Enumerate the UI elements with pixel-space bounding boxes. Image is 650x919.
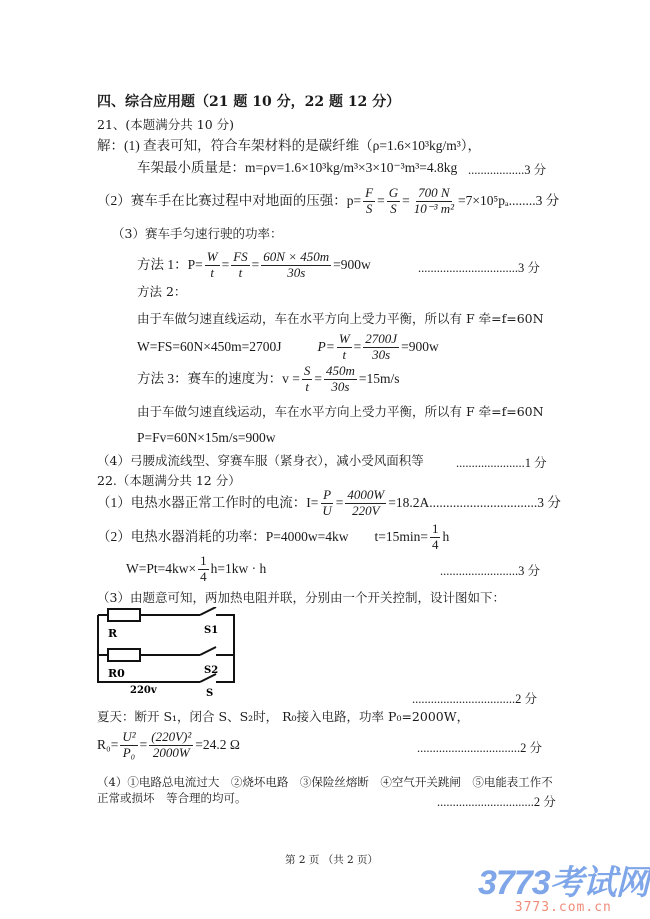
fraction (302, 364, 313, 395)
score: ........3 分 (508, 193, 560, 209)
text: （2）赛车手在比赛过程中对地面的压强：p= (97, 193, 362, 209)
q22-header: 22.（本题满分共 12 分） (97, 473, 241, 488)
resistor-r-label: R (108, 627, 118, 640)
method3: 方法 3：赛车的速度为：v = $\frac{S}{t}$ = $\frac{450m}{30s}$ =15m/s (137, 363, 400, 394)
fraction (337, 332, 352, 363)
numerator: P (323, 487, 332, 502)
switch-s1-label: S1 (204, 625, 219, 636)
q21-part3-header: （3）赛车手匀速行驶的功率： (112, 226, 283, 241)
denominator: P₀ (122, 744, 136, 760)
fraction (198, 554, 209, 585)
denominator: S (365, 200, 373, 216)
q22-part2 (97, 522, 449, 553)
text: （2）电热水器消耗的功率：P=4000w=4kw (97, 529, 349, 545)
fraction (261, 250, 331, 281)
denominator: t (342, 346, 347, 362)
resistor-r0-label: R0 (108, 667, 125, 680)
denominator: t (305, 378, 309, 394)
result: =900w (333, 257, 371, 273)
fraction (412, 186, 456, 217)
method2-line1: 由于车做匀速直线运动，车在水平方向上受力平衡，所以有 F 牵=f=60N (137, 311, 544, 326)
result: h=1kw · h (210, 561, 267, 577)
watermark-logo-text: 3773考试网 (478, 864, 649, 902)
denominator: U (322, 502, 332, 518)
equals: = (402, 193, 410, 209)
time: t=15min= (374, 529, 428, 545)
numerator: 700 N (418, 185, 450, 200)
denominator: 220V (352, 502, 380, 518)
method3-line2: 由于车做匀速直线运动，车在水平方向上受力平衡，所以有 F 牵=f=60N (137, 404, 544, 419)
q21-part2 (97, 186, 559, 217)
fraction (363, 186, 375, 217)
watermark-url: 3773.com.cn (514, 900, 612, 915)
fraction (120, 730, 137, 761)
score: ..................3 分 (468, 163, 547, 177)
work: W=FS=60N×450m=2700J (137, 339, 282, 355)
numerator: 60N × 450m (263, 249, 330, 264)
numerator: U² (122, 729, 136, 744)
denominator: S (390, 200, 397, 216)
watermark-logo (478, 855, 649, 915)
numerator: W (338, 331, 350, 346)
score: ...............................2 分 (437, 795, 556, 809)
text: P= (317, 339, 335, 355)
denominator: 10⁻³ m² (413, 200, 455, 216)
equals: = (377, 193, 385, 209)
text: 方法 1：P= (137, 257, 203, 273)
q22-part2-work (126, 554, 266, 585)
q22-part1: （1）电热水器正常工作时的电流：I= $\frac{P}{U}$ = $\frac{4000W}{220V}$ =18.2A ................................3 分 (97, 487, 561, 518)
result: =18.2A (388, 495, 430, 511)
q21-part1-line1: 解：(1) 查表可知，符合车架材料的是碳纤维（ρ=1.6×10³kg/m³）， (97, 138, 482, 153)
score: .................................2 分 (417, 741, 543, 755)
fraction (430, 522, 441, 553)
score: ................................3 分 (418, 261, 540, 275)
numerator: W (206, 249, 218, 264)
q22-part4-line1: （4）①电路总电流过大 ②烧坏电路 ③保险丝熔断 ④空气开关跳闸 ⑤电能表工作不 (97, 775, 553, 789)
summer-text: 夏天：断开 S₁，闭合 S、S₂时， R₀接入电路，功率 P₀=2000W， (97, 709, 470, 724)
fraction (345, 488, 386, 519)
denominator: t (238, 264, 243, 280)
denominator: 30s (331, 378, 350, 394)
page-footer: 第 2 页 （共 2 页） (285, 854, 379, 866)
switch-s2-label: S2 (204, 665, 219, 676)
fraction (231, 250, 249, 281)
method1: 方法 1：P= $\frac{W}{t}$ = $\frac{FS}{t}$ = $\frac{60N \times 450m}{30s}$ =900w (137, 249, 371, 280)
denominator: 30s (372, 346, 391, 362)
fraction (363, 332, 399, 363)
denominator: t (210, 264, 214, 280)
fraction (149, 730, 193, 761)
denominator: 30s (287, 264, 306, 280)
text: 方法 3：赛车的速度为：v = (137, 371, 300, 387)
score: .........................3 分 (440, 564, 541, 578)
numerator: 450m (326, 363, 355, 378)
fraction (324, 364, 357, 395)
numerator: 2700J (365, 331, 398, 346)
fraction (387, 186, 400, 217)
result: =15m/s (358, 371, 400, 387)
result: =7×10⁵pₐ (458, 193, 509, 209)
numerator: G (388, 185, 399, 200)
text: W=Pt=4kw× (126, 561, 197, 577)
fraction (205, 250, 220, 281)
switch-s-label: S (206, 688, 214, 697)
circuit-diagram (96, 607, 256, 697)
voltage-label: 220v (130, 685, 157, 696)
method2-line2: W=FS=60N×450m=2700J P= $\frac{W}{t}$ = $\frac{2700J}{30s}$ =900w (137, 331, 439, 362)
numerator: 4000W (347, 487, 385, 502)
numerator: F (365, 185, 374, 200)
denominator: 4 (431, 536, 439, 552)
unit: h (442, 529, 450, 545)
numerator: (220V)² (151, 729, 192, 744)
numerator: S (303, 363, 311, 378)
text: R₀= (97, 737, 119, 753)
numerator: 1 (431, 521, 439, 536)
fraction (320, 488, 333, 519)
text: （1）电热水器正常工作时的电流：I= (97, 495, 319, 511)
score: ......................1 分 (456, 456, 547, 470)
denominator: 2000W (152, 744, 190, 760)
q21-header: 21、(本题满分共 10 分) (97, 117, 235, 132)
section-title: 四、综合应用题（21 题 10 分，22 题 12 分） (97, 94, 401, 110)
q21-part1-line2: 车架最小质量是：m=ρv=1.6×10³kg/m³×3×10⁻³m³=4.8kg (137, 160, 458, 175)
result: =24.2 Ω (195, 737, 240, 753)
numerator: FS (233, 249, 248, 264)
q22-part4-line2: 正常或损坏 等合理的均可。 (97, 791, 247, 805)
numerator: 1 (200, 553, 207, 568)
r0-calculation: R₀= $\frac{\text{U²}}{\text{P₀}}$ = $\frac{\text{(220V)²}}{2000W}$ =24.2 Ω (97, 729, 240, 760)
method2-header: 方法 2： (137, 284, 187, 299)
q22-part3: （3）由题意可知，两加热电阻并联，分别由一个开关控制，设计图如下： (97, 590, 505, 605)
score: ................................3 分 (429, 495, 561, 511)
q21-part4: （4）弓腰成流线型、穿赛车服（紧身衣），减小受风面积等 (97, 453, 424, 468)
result: =900w (401, 339, 439, 355)
denominator: 4 (200, 568, 207, 584)
score: .................................2 分 (412, 692, 538, 706)
method3-line3: P=Fv=60N×15m/s=900w (137, 430, 276, 445)
